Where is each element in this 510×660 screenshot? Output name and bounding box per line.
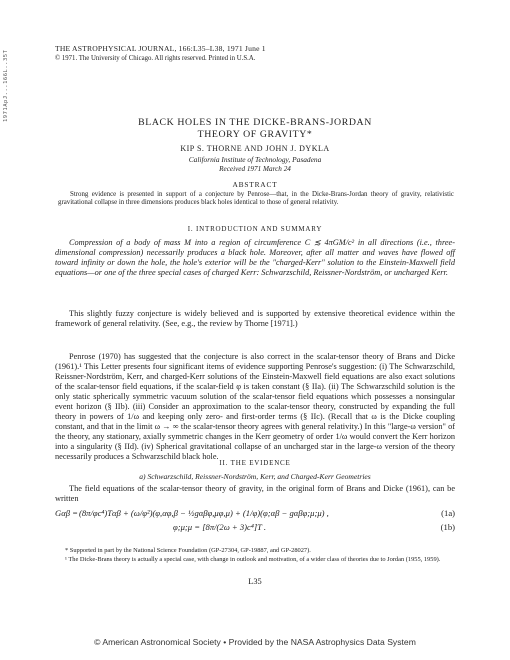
section-2-heading: II. THE EVIDENCE bbox=[219, 459, 291, 467]
footnote-1: ¹ The Dicke-Brans theory is actually a special case, with change in outlook and motivation, of a wider class of theories due to Jordan (1955, 1959). bbox=[65, 556, 441, 563]
penrose-paragraph: Penrose (1970) has suggested that the conjecture is also correct in the scalar-tensor theory of Brans and Dicke (1961).¹ This Letter presents four significant items of evidence supporting Penrose's suggestion: (i) The Schwarzschild, Reissner-Nordström, Kerr, and charged-Kerr solutions of the Einstein-Maxwell field equations are also exact solutions of the scalar-tensor field equations, if the scalar-field φ is taken constant (§ IIa). (ii) The Schwarzschild solution is the only static spherically symmetric vacuum solution of the scalar-tensor field equations which possesses a nonsingular event horizon (§ IIb). (iii) Consider an approximation to the scalar-tensor theory, constructed by expanding the full theory in powers of 1/ω and keeping only zero- and first-order terms (§ IIc). (Recall that ω is the Dicke coupling constant, and that in the limit ω → ∞ the scalar-tensor theory agrees with general relativity.) In this "large-ω version" of the theory, any stationary, axially symmetric changes in the Kerr geometry of order 1/ω would convert the Kerr horizon into a singularity (§ IId). (iv) Spherical gravitational collapse of an uncharged star in the large-ω version of the theory necessarily produces a Schwarzschild black hole. bbox=[55, 352, 455, 461]
equation-1b-number: (1b) bbox=[440, 522, 455, 532]
received-date: Received 1971 March 24 bbox=[219, 165, 291, 173]
article-title-line-2: THEORY OF GRAVITY* bbox=[197, 129, 313, 140]
affiliation: California Institute of Technology, Pasadena bbox=[188, 155, 322, 164]
authors: KIP S. THORNE AND JOHN J. DYKLA bbox=[180, 144, 330, 153]
equation-1a-rhs: (8π/φc⁴)Tαβ + (ω/φ²)(φ,αφ,β − ½gαβφ,μφ,μ) + (1/φ)(φ;αβ − gαβφ;μ;μ) , bbox=[79, 508, 329, 518]
abstract-heading: ABSTRACT bbox=[232, 180, 278, 189]
bibcode-stamp: 1971ApJ...166L..35T bbox=[3, 49, 9, 122]
subsection-a-heading: a) Schwarzschild, Reissner-Nordström, Kerr, and Charged-Kerr Geometries bbox=[139, 472, 371, 481]
article-title-line-1: BLACK HOLES IN THE DICKE-BRANS-JORDAN bbox=[138, 117, 372, 128]
copyright-notice: © 1971. The University of Chicago. All rights reserved. Printed in U.S.A. bbox=[55, 55, 256, 62]
abstract-text: Strong evidence is presented in support of a conjecture by Penrose—that, in the Dicke-Brans-Jordan theory of gravity, relativistic gravitational collapse in three dimensions produces black holes identical to those of general relativity. bbox=[58, 191, 454, 207]
page-number: L35 bbox=[248, 577, 262, 586]
ads-provider-banner: © American Astronomical Society • Provided by the NASA Astrophysics Data System bbox=[94, 637, 416, 647]
equation-1a-number: (1a) bbox=[441, 508, 455, 518]
journal-citation: THE ASTROPHYSICAL JOURNAL, 166:L35–L38, 1971 June 1 bbox=[55, 44, 266, 53]
field-equations-paragraph: The field equations of the scalar-tensor theory of gravity, in the original form of Brans and Dicke (1961), can be written bbox=[55, 484, 455, 503]
conjecture-paragraph: Compression of a body of mass M into a region of circumference C ≲ 4πGM/c² in all directions (i.e., three-dimensional compression) necessarily produces a black hole. Moreover, after all matter and waves have flowed off toward infinity or down the hole, the hole's exterior will be the "charged-Kerr" solution to the Einstein-Maxwell field equations—or one of the three special cases of charged Kerr: Schwarzschild, Reissner-Nordström, or uncharged Kerr. bbox=[55, 238, 455, 277]
conjecture-note-paragraph: This slightly fuzzy conjecture is widely believed and is supported by extensive theoretical evidence within the framework of general relativity. (See, e.g., the review by Thorne [1971].) bbox=[55, 309, 455, 328]
section-1-heading: I. INTRODUCTION AND SUMMARY bbox=[187, 225, 323, 233]
equation-1a-lhs: Gαβ = bbox=[55, 508, 78, 518]
footnote-star: * Supported in part by the National Science Foundation (GP-27304, GP-19887, and GP-28027). bbox=[65, 547, 311, 554]
equation-1b-expression: φ;μ;μ = [8π/(2ω + 3)c⁴]T . bbox=[173, 522, 267, 532]
